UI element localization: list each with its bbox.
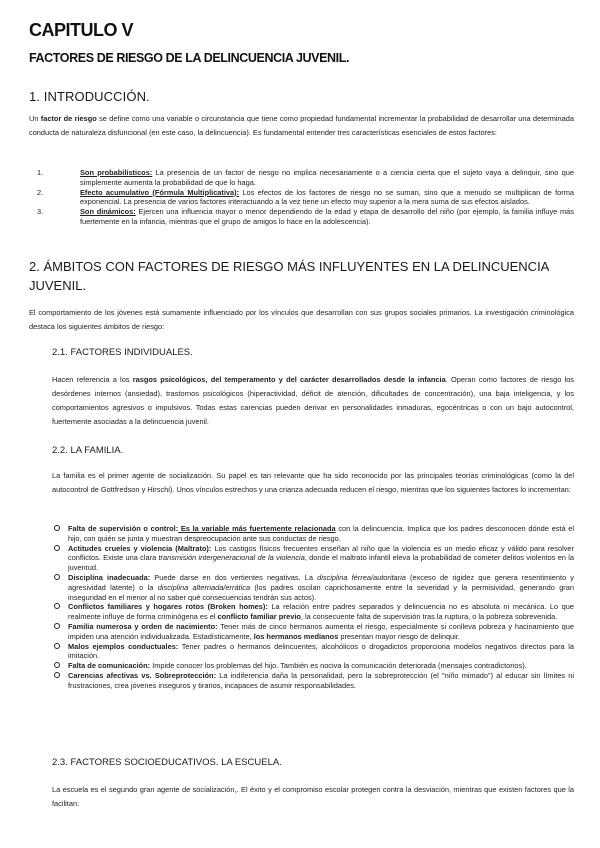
bullet-icon (54, 525, 60, 531)
bullet-icon (54, 672, 60, 678)
section-2-intro: El comportamiento de los jóvenes está sumamente influenciado por los vínculos que desarrollan con sus grupos sociales primarios. La investigación criminológica destaca los siguientes ámbitos de riesgo: (29, 308, 574, 332)
subsection-2-2-paragraph: La familia es el primer agente de socialización. Su papel es tan relevante que ha sido reconocido por las principales teorías criminológicas (como la del autocontrol de Gottfredson y Hirschi). Unos vínculos estrechos y una crianza adecuada reducen el riesgo, mientras que los siguientes factores lo incrementan: (52, 471, 574, 495)
list-item: Conflictos familiares y hogares rotos (Broken homes): La relación entre padres separados y delincuencia no es absoluta ni mecánica. Lo que realmente influye de forma criminógena es el conflicto familiar previo, la consecuente falta de supervisión tras la ruptura, o la pobreza sobrevenida. (52, 602, 574, 622)
bullet-icon (54, 545, 60, 551)
section-1-heading: 1. INTRODUCCIÓN. (29, 89, 150, 104)
chapter-title: FACTORES DE RIESGO DE LA DELINCUENCIA JUVENIL. (29, 51, 350, 65)
bullet-icon (54, 574, 60, 580)
section-1-paragraph: Un factor de riesgo se define como una variable o circunstancia que tiene como propiedad fundamental incrementar la probabilidad de desarrollar una determinada conducta de naturaleza disfuncional (en este caso, la delincuencia). Es fundamental entender tres características esenciales de estos factores: (29, 114, 574, 138)
chapter-heading: CAPITULO V (29, 20, 134, 40)
section-2-heading: 2. ÁMBITOS CON FACTORES DE RIESGO MÁS INFLUYENTES EN LA DELINCUENCIA JUVENIL. (29, 259, 549, 293)
list-item: Familia numerosa y orden de nacimiento: Tener más de cinco hermanos aumenta el riesgo, especialmente si conlleva pobreza y hacinamiento que impiden una atención individualizada. Estadísticamente, los hermanos medianos presentan mayor riesgo de delinquir. (52, 622, 574, 642)
subsection-2-2-heading: 2.2. LA FAMILIA. (52, 445, 124, 456)
bullet-icon (54, 623, 60, 629)
subsection-2-1-heading: 2.1. FACTORES INDIVIDUALES. (52, 347, 193, 358)
subsection-2-1-paragraph: Hacen referencia a los rasgos psicológicos, del temperamento y del carácter desarrollados desde la infancia. Operan como factores de riesgo los desórdenes internos (ansiedad), trastornos psicológicos (hiperactividad, déficit de atención, dificultades de concentración), una baja inteligencia, y los comportamientos agresivos o impulsivos. Todas estas carencias pueden derivar en personalidades inmaduras, egocéntricas o con un bajo autocontrol, fuertemente asociadas a la delincuencia juvenil. (52, 375, 575, 427)
list-item: Malos ejemplos conductuales: Tener padres o hermanos delincuentes, alcohólicos o drogadictos proporciona modelos negativos directos para la imitación. (52, 642, 574, 662)
list-item: 2. Efecto acumulativo (Fórmula Multiplicativa): Los efectos de los factores de riesgo no se suman, sino que a menudo se multiplican de forma exponencial. La presencia de varios factores interactuando a la vez tiene un efecto muy superior a la mera suma de sus efectos aislados. (37, 187, 574, 207)
list-item: 1. Son probabilísticos: La presencia de un factor de riesgo no implica necesariamente o a ciencia cierta que el sujeto vaya a delinquir, sino que simplemente aumenta la probabilidad de que lo haga. (37, 168, 574, 187)
bullet-icon (54, 643, 60, 649)
list-item: Disciplina inadecuada: Puede darse en dos vertientes negativas. La disciplina férrea/autoritaria (exceso de rigidez que genera resentimiento y agresividad latente) o la disciplina alternada/errática (los padres oscilan caprichosamente entre la severidad y la permisividad, generando gran inseguridad en el menor al no saber qué consecuencias tendrán sus actos). (52, 573, 574, 602)
section-1-list (29, 168, 574, 227)
subsection-2-3-heading: 2.3. FACTORES SOCIOEDUCATIVOS. LA ESCUELA. (52, 757, 282, 768)
bullet-icon (54, 603, 60, 609)
list-item: Carencias afectivas vs. Sobreprotección: La indiferencia daña la personalidad, pero la sobreprotección (el "niño mimado") al educar sin límites ni frustraciones, crea jóvenes inseguros y tiranos, incapaces de asumir responsabilidades. (52, 671, 574, 691)
bullet-icon (54, 662, 60, 668)
list-item: 3. Son dinámicos: Ejercen una influencia mayor o menor dependiendo de la edad y etapa de desarrollo del niño (por ejemplo, la familia influye más fuertemente en la infancia, mientras que el grupo de amigos lo hace en la adolescencia). (37, 207, 574, 226)
list-item: Actitudes crueles y violencia (Maltrato): Los castigos físicos frecuentes enseñan al niño que la violencia es un medio eficaz y válido para resolver conflictos. Existe una clara transmisión intergeneracional de la violencia, donde el maltrato infantil eleva la probabilidad de cometer delitos violentos en la juventud. (52, 544, 574, 573)
list-item: Falta de supervisión o control: Es la variable más fuertemente relacionada con la delincuencia. Implica que los padres desconocen dónde está el hijo, con quién se junta y muestran despreocupación ante sus conductas de riesgo. (52, 524, 574, 544)
subsection-2-3-paragraph: La escuela es el segundo gran agente de socialización,. El éxito y el compromiso escolar protegen contra la desviación, mientras que existen factores que la facilitan: (52, 785, 574, 809)
list-item: Falta de comunicación: Impide conocer los problemas del hijo. También es nociva la comunicación deteriorada (mensajes contradictorios). (52, 661, 574, 671)
family-factors-list (52, 524, 574, 691)
